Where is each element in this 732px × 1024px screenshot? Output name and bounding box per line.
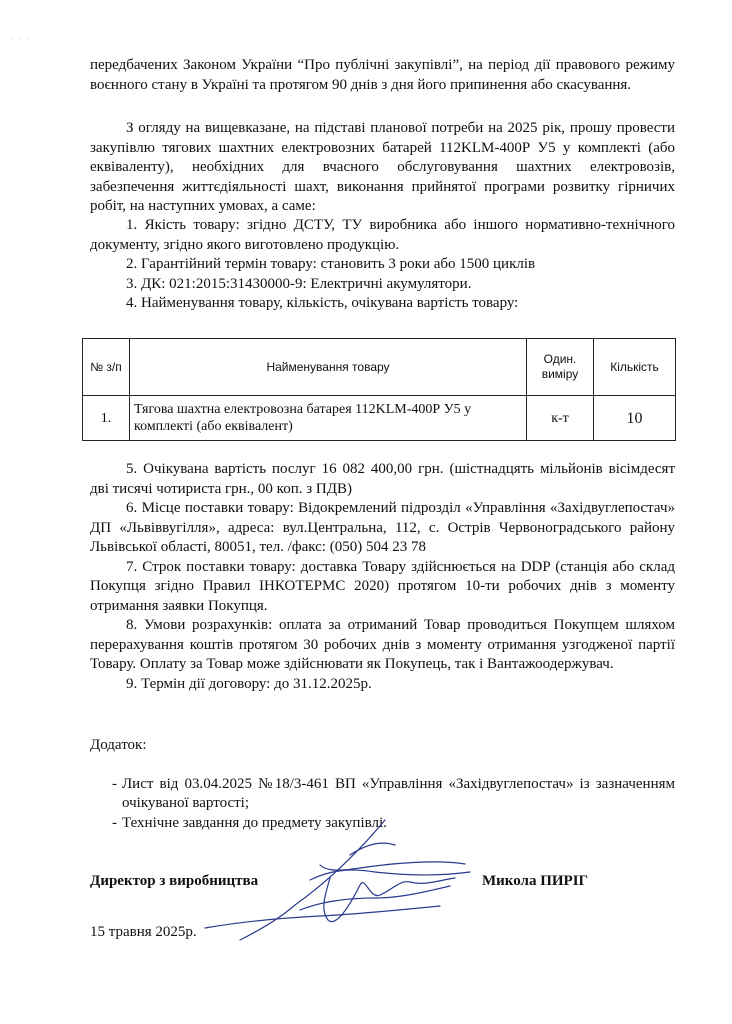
scan-artifact: · · · xyxy=(10,35,32,44)
intro-block xyxy=(90,119,675,217)
appendix-item-text: Технічне завдання до предмету закупівлі. xyxy=(122,814,387,831)
header-paragraph: передбачених Законом України “Про публічні закупівлі”, на період дії правового режиму воєнного стану в Україні та протягом 90 днів з дня його припинення або скасування. xyxy=(90,57,675,93)
signatory-name: Микола ПИРІГ xyxy=(482,873,589,889)
condition-item: 9. Термін дії договору: до 31.12.2025р. xyxy=(126,675,372,692)
header-unit: Один. виміру xyxy=(527,339,594,396)
table-row xyxy=(83,396,676,441)
conditions-list-before xyxy=(90,216,675,314)
header-number: № з/п xyxy=(83,339,130,396)
intro-paragraph: З огляду на вищевказане, на підставі планової потреби на 2025 рік, прошу провести закупівлю тягових шахтних електровозних батарей 112KLM-400Р У5 у комплекті (або еквіваленту), необхідних для вчасного обслуговування шахтних електровозів, забезпечення життєдіяльності шахт, виконання прийнятої програми розвитку гірничих робіт, на наступних умовах, а саме: xyxy=(90,120,675,214)
cell-name: Тягова шахтна електровозна батарея 112KLM-400Р У5 у комплекті (або еквівалент) xyxy=(130,396,527,441)
appendix-item-text: Лист від 03.04.2025 №18/3-461 ВП «Управління «Західвуглепостач» із зазначенням очікуваної вартості; xyxy=(122,775,675,811)
signature-date: 15 травня 2025р. xyxy=(90,924,197,940)
bullet-dash: - xyxy=(112,814,117,831)
condition-item: 5. Очікувана вартість послуг 16 082 400,00 грн. (шістнадцять мільйонів вісімдесят дві тисячі чотириста грн., 00 коп. з ПДВ) xyxy=(90,461,675,497)
appendix-title: Додаток: xyxy=(90,737,147,753)
cell-number: 1. xyxy=(83,396,130,441)
condition-item: 6. Місце поставки товару: Відокремлений підрозділ «Управління «Західвуглепостач» ДП «Львіввугілля», адреса: вул.Центральна, 112, с. Острів Червоноградського району Львівської області, 80051, тел. /факс: (050) 504 23 78 xyxy=(90,500,675,555)
table-header-row xyxy=(83,339,676,396)
condition-item: 4. Найменування товару, кількість, очікувана вартість товару: xyxy=(126,295,519,311)
header-quantity: Кількість xyxy=(594,339,676,396)
list-item xyxy=(90,775,675,814)
header-name: Найменування товару xyxy=(130,339,527,396)
cell-quantity: 10 xyxy=(594,396,676,441)
bullet-dash: - xyxy=(112,775,117,792)
condition-item: 2. Гарантійний термін товару: становить 3 роки або 1500 циклів xyxy=(126,256,536,272)
cell-unit: к-т xyxy=(527,396,594,441)
condition-item: 1. Якість товару: згідно ДСТУ, ТУ виробника або іншого нормативно-технічного документу, згідно якого виготовлено продукцію. xyxy=(90,217,675,253)
goods-table xyxy=(82,338,676,441)
conditions-list-after xyxy=(90,460,675,694)
signatory-title: Директор з виробництва xyxy=(90,873,259,889)
condition-item: 8. Умови розрахунків: оплата за отриманий Товар проводиться Покупцем шляхом перерахування коштів протягом 30 робочих днів з моменту отримання узгодженої партії Товару. Оплату за Товар може здійснювати як Покупець, так і Вантажоодержувач. xyxy=(90,617,675,672)
condition-item: 3. ДК: 021:2015:31430000-9: Електричні акумулятори. xyxy=(126,275,472,292)
header-text-block xyxy=(90,56,675,95)
condition-item: 7. Строк поставки товару: доставка Товару здійснюється на DDP (станція або склад Покупця згідно Правил ІНКОТЕРМС 2020) протягом 10-ти робочих днів з моменту отримання заявки Покупця. xyxy=(90,558,675,614)
